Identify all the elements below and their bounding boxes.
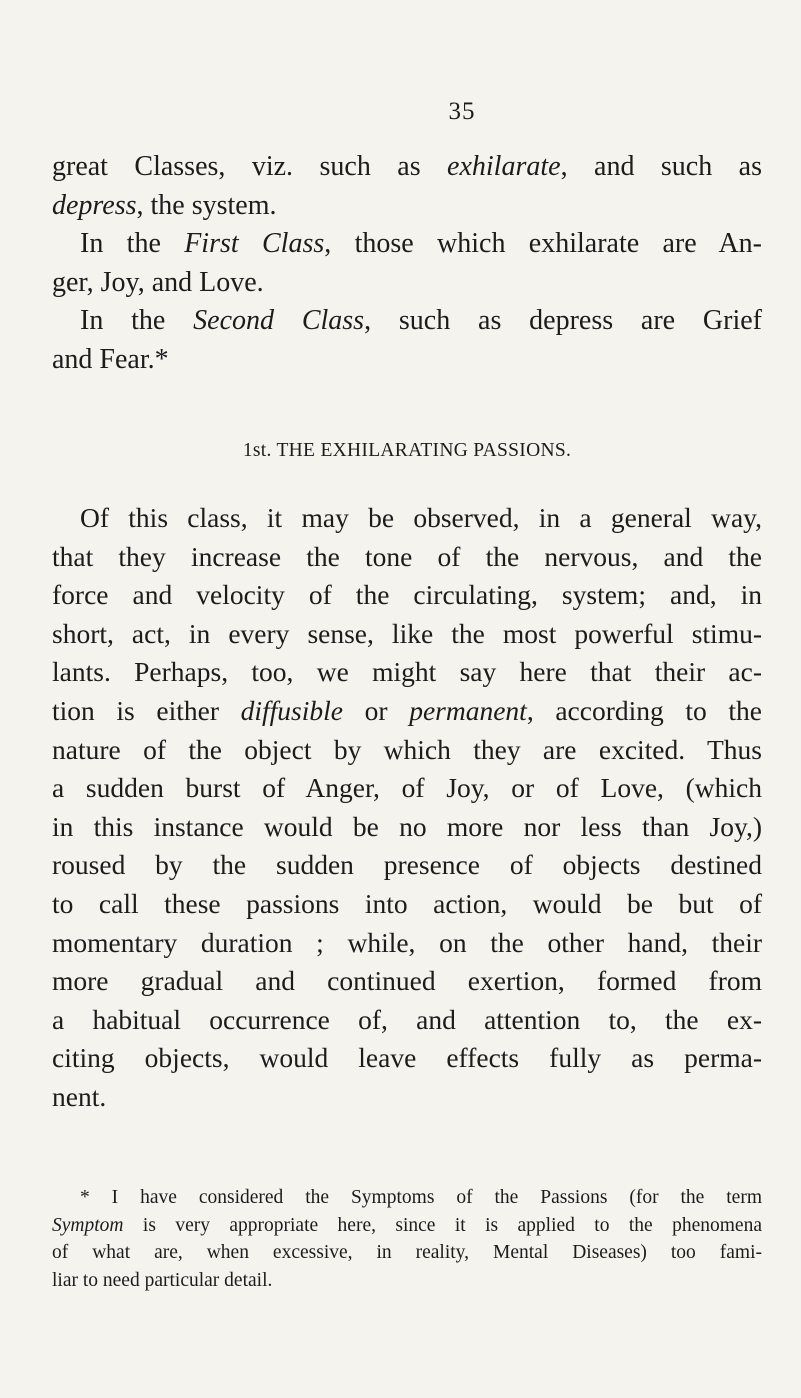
opening-paragraphs bbox=[52, 148, 762, 379]
text-line: depress, the system. bbox=[52, 189, 277, 221]
text-line: In the Second Class, such as depress are Grief bbox=[80, 305, 762, 336]
footnote bbox=[52, 1184, 762, 1294]
page-number: 35 bbox=[448, 98, 476, 125]
text-line: nent. bbox=[52, 1080, 107, 1112]
text-line: tion is either diffusible or permanent, according to the bbox=[52, 694, 762, 726]
text-line: force and velocity of the circulating, system; and, in bbox=[52, 579, 762, 611]
footnote-line: Symptom is very appropriate here, since it is applied to the phenomena bbox=[52, 1214, 762, 1236]
text-line: in this instance would be no more nor less than Joy,) bbox=[52, 810, 762, 842]
text-line: that they increase the tone of the nervous, and the bbox=[52, 540, 762, 572]
text-line: to call these passions into action, would be but of bbox=[52, 887, 762, 919]
footnote-line: of what are, when excessive, in reality, Mental Diseases) too fami- bbox=[52, 1242, 762, 1263]
main-paragraph bbox=[52, 499, 762, 1117]
text-line: citing objects, would leave effects fully as perma- bbox=[52, 1042, 762, 1074]
section-heading: 1st. THE EXHILARATING PASSIONS. bbox=[242, 440, 572, 461]
text-line: nature of the object by which they are excited. Thus bbox=[52, 733, 762, 765]
text-line: ger, Joy, and Love. bbox=[52, 266, 264, 298]
text-line: In the First Class, those which exhilarate are An- bbox=[80, 228, 763, 259]
text-line: roused by the sudden presence of objects destined bbox=[52, 849, 762, 881]
footnote-line: * I have considered the Symptoms of the Passions (for the term bbox=[80, 1187, 762, 1208]
text-line: a habitual occurrence of, and attention to, the ex- bbox=[52, 1003, 762, 1035]
text-line: a sudden burst of Anger, of Joy, or of Love, (which bbox=[52, 772, 762, 804]
text-line: more gradual and continued exertion, formed from bbox=[52, 965, 762, 997]
text-line: lants. Perhaps, too, we might say here that their ac- bbox=[52, 656, 762, 688]
text-line: short, act, in every sense, like the most powerful stimu- bbox=[52, 617, 762, 649]
footnote-line: liar to need particular detail. bbox=[52, 1269, 273, 1291]
text-line: and Fear.* bbox=[52, 343, 169, 375]
text-line: Of this class, it may be observed, in a general way, bbox=[80, 502, 762, 533]
text-line: great Classes, viz. such as exhilarate, and such as bbox=[52, 151, 762, 182]
text-line: momentary duration ; while, on the other hand, their bbox=[52, 926, 762, 958]
